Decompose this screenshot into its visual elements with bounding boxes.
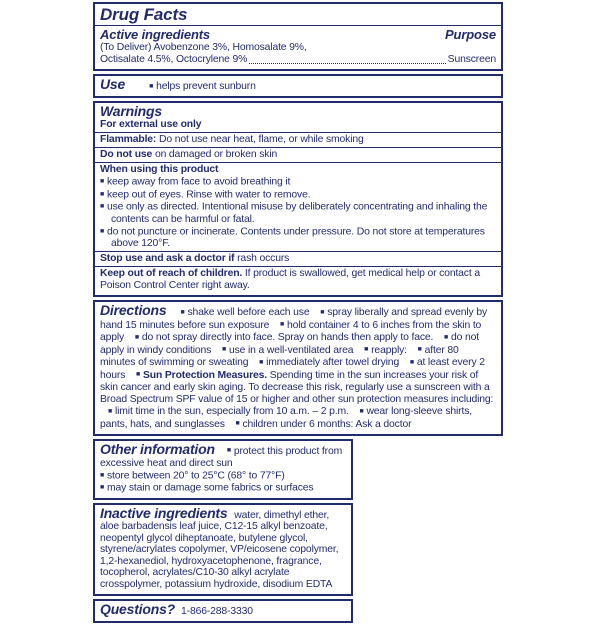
square-bullet-icon: ■	[359, 407, 364, 415]
square-bullet-icon: ■	[235, 420, 240, 427]
warnings-heading: Warnings	[100, 103, 162, 119]
square-bullet-icon: ■	[444, 333, 449, 341]
divider	[95, 147, 501, 148]
keep-out-label: Keep out of reach of children.	[100, 268, 243, 279]
square-bullet-icon: ■	[136, 371, 141, 378]
square-bullet-icon: ■	[134, 333, 140, 341]
segment-text: do not spray directly into face. Spray on hands then apply to face.	[141, 332, 434, 343]
other-information-heading: Other information	[100, 440, 215, 457]
do-not-use-line	[100, 149, 496, 161]
segment-text: limit time in the sun, especially from 10 a.m. – 2 p.m.	[114, 406, 349, 417]
divider	[95, 251, 501, 252]
keep-out-line	[100, 268, 496, 292]
square-bullet-icon: ■	[180, 308, 185, 316]
questions-heading: Questions?	[100, 600, 176, 617]
square-bullet-icon: ■	[259, 358, 264, 366]
segment-text: hold container 4 to 6 inches from the skin to apply	[100, 319, 482, 343]
segment-text: immediately after towel drying	[266, 357, 400, 368]
drug-facts-title: Drug Facts	[100, 5, 188, 24]
section-directions	[93, 300, 503, 436]
square-bullet-icon: ■	[226, 447, 232, 454]
segment-text: after 80 minutes of swimming or sweating	[100, 344, 459, 368]
segment-text: children under 6 months: Ask a doctor	[242, 418, 412, 430]
stop-use-label: Stop use and ask a doctor if	[100, 253, 235, 264]
other-information-bullet-list	[100, 470, 346, 495]
use-line	[100, 77, 496, 93]
square-bullet-icon: ■	[100, 227, 105, 235]
flammable-text: Do not use near heat, flame, or while smoking	[159, 134, 364, 145]
active-ingredients-line1: (To Deliver) Avobenzone 3%, Homosalate 9%,	[100, 42, 307, 53]
divider	[95, 132, 501, 133]
stop-use-line	[100, 253, 496, 265]
segment-text: wear long-sleeve shirts, pants, hats, and sunglasses	[100, 406, 472, 430]
segment-text: at least every 2 hours	[100, 357, 485, 381]
bullet-item: ■ keep out of eyes. Rinse with water to remove.	[100, 189, 311, 200]
bullet-item: ■ keep away from face to avoid breathing it	[100, 176, 291, 188]
segment-text: shake well before each use	[187, 307, 310, 318]
do-not-use-label: Do not use	[100, 149, 153, 160]
active-ingredients-line2-row	[100, 54, 496, 66]
header-divider	[95, 25, 501, 26]
active-ingredients-heading: Active ingredients	[100, 27, 210, 42]
use-segments	[141, 81, 256, 92]
when-using-bullet-list	[100, 176, 496, 250]
keep-out-text: If product is swallowed, get medical help or contact a Poison Control Center right away.	[100, 268, 480, 291]
section-use	[93, 74, 503, 98]
when-using-heading: When using this product	[100, 164, 219, 175]
square-bullet-icon: ■	[320, 308, 325, 316]
section-warnings	[93, 101, 503, 297]
directions-paragraph	[100, 303, 496, 431]
section-other-information	[93, 439, 353, 500]
inactive-ingredients-paragraph	[100, 506, 346, 591]
bullet-item: ■ do not puncture or incinerate. Contents under pressure. Do not store at temperatures above 120°F.	[100, 226, 485, 249]
bullet-item: ■ use only as directed. Intentional misuse by deliberately concentrating and inhaling the contents can be harmful or fatal.	[100, 201, 488, 225]
inactive-ingredients-heading: Inactive ingredients	[100, 504, 228, 521]
segment-text: helps prevent sunburn	[156, 81, 256, 92]
segment-text: Spending time in the sun increases your risk of skin cancer and early skin aging. To decrease this risk, regularly use a sunscreen with a Broad Spectrum SPF value of 15 or higher and other sun protection measures including:	[100, 369, 494, 405]
directions-heading: Directions	[100, 302, 167, 318]
square-bullet-icon: ■	[100, 190, 105, 198]
square-bullet-icon: ■	[149, 82, 154, 90]
section-inactive-ingredients	[93, 503, 353, 596]
segment-text: use in a well-ventilated area	[228, 344, 354, 356]
purpose-value: Sunscreen	[447, 54, 496, 65]
questions-line	[100, 602, 346, 618]
flammable-line	[100, 134, 496, 146]
square-bullet-icon: ■	[108, 407, 113, 415]
use-heading: Use	[100, 76, 126, 92]
segment-bold-text: Sun Protection Measures.	[142, 369, 267, 381]
square-bullet-icon: ■	[417, 346, 422, 353]
questions-phone: 1-866-288-3330	[181, 605, 253, 617]
divider	[95, 162, 501, 163]
section-questions	[93, 599, 353, 623]
square-bullet-icon: ■	[100, 203, 105, 210]
drug-facts-label	[93, 2, 503, 626]
divider	[95, 266, 501, 267]
flammable-label: Flammable:	[100, 134, 157, 145]
active-ingredients-header-row	[100, 27, 496, 42]
square-bullet-icon: ■	[100, 484, 105, 491]
inactive-ingredients-text: water, dimethyl ether, aloe barbadensis leaf juice, C12-15 alkyl benzoate, neopentyl glycol diheptanoate, butylene glycol, styrene/acrylates copolymer, VP/eicosene copolymer, 1,2-hexanediol, hydroxyacetophenone, fragrance, tocopherol, acrylates/C10-30 alkyl acrylate crosspolymer, potassium hydroxide, disodium EDTA	[100, 509, 339, 591]
dotted-leader	[249, 63, 445, 64]
stop-use-text: rash occurs	[237, 253, 290, 264]
square-bullet-icon: ■	[100, 471, 105, 479]
directions-segments	[100, 307, 493, 430]
purpose-heading: Purpose	[445, 27, 496, 42]
section-header-active-ingredients	[93, 2, 503, 71]
square-bullet-icon: ■	[221, 346, 227, 353]
square-bullet-icon: ■	[409, 358, 415, 366]
do-not-use-text: on damaged or broken skin	[154, 149, 278, 160]
other-information-lead	[100, 442, 346, 470]
external-use-line: For external use only	[100, 119, 202, 130]
segment-text: protect this product from excessive heat and direct sun	[100, 445, 343, 469]
bullet-item: ■ may stain or damage some fabrics or surfaces	[100, 482, 314, 494]
active-ingredients-line2: Octisalate 4.5%, Octocrylene 9%	[100, 54, 248, 65]
segment-text: spray liberally and spread evenly by hand 15 minutes before sun exposure	[100, 307, 488, 331]
segment-text: reapply:	[371, 344, 407, 356]
bullet-item: ■ store between 20° to 25°C (68° to 77°F)	[100, 470, 285, 481]
square-bullet-icon: ■	[279, 321, 285, 328]
segment-text: do not apply in windy conditions	[100, 332, 480, 356]
square-bullet-icon: ■	[364, 346, 369, 353]
square-bullet-icon: ■	[100, 178, 105, 185]
